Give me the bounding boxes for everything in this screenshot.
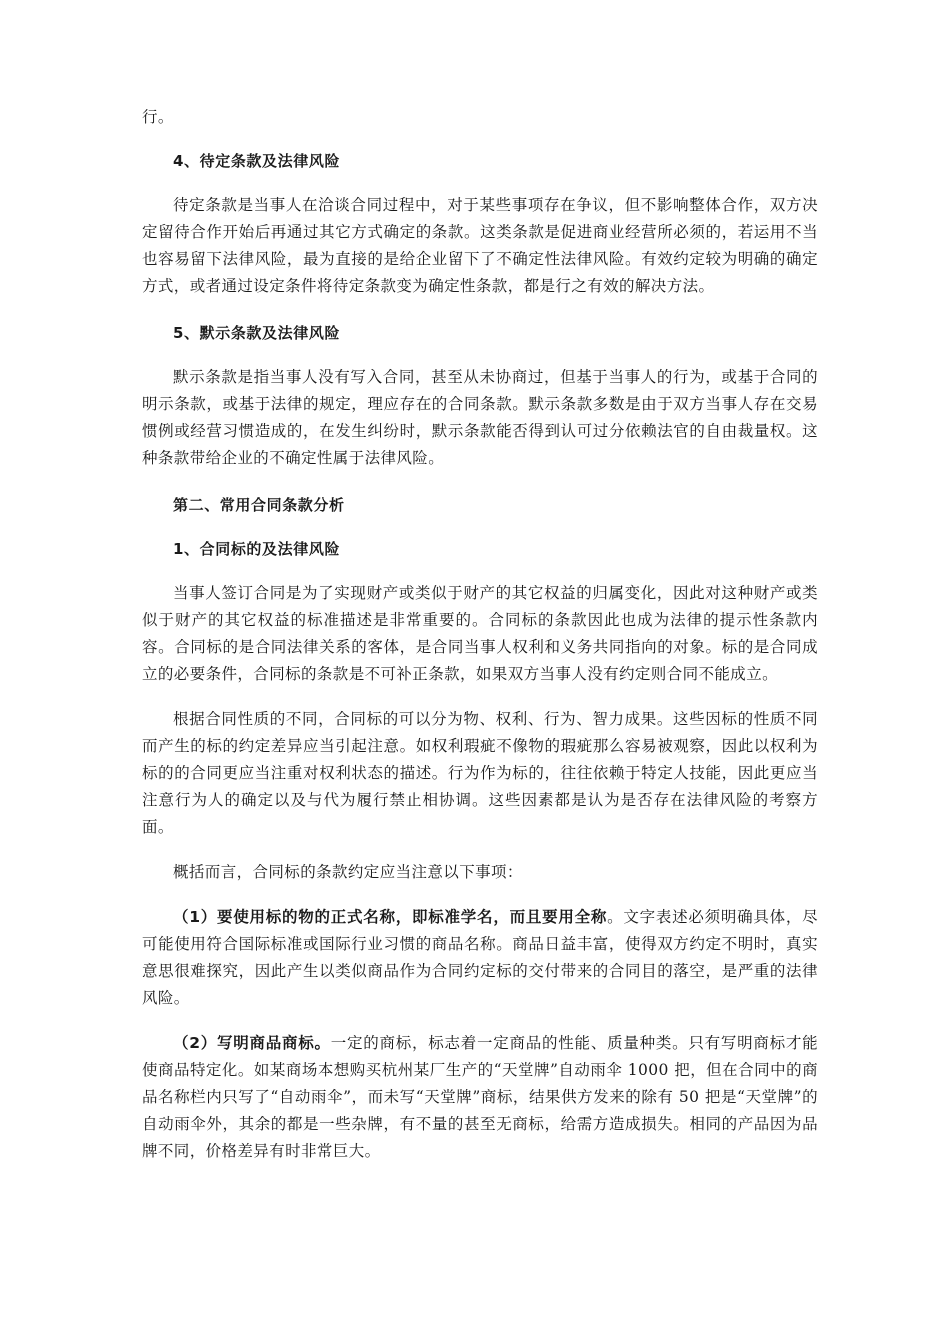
subsection-1-paragraph-2: 根据合同性质的不同，合同标的可以分为物、权利、行为、智力成果。这些因标的性质不同而产生的标的约定差异应当引起注意。如权利瑕疵不像物的瑕疵那么容易被观察，因此以权利为标的的合同更应当注重对权利状态的描述。行为作为标的，往往依赖于特定人技能，因此更应当注意行为人的确定以及与代为履行禁止相协调。这些因素都是认为是否存在法律风险的考察方面。 <box>142 710 818 836</box>
subsection-1-paragraph-3: 概括而言，合同标的条款约定应当注意以下事项： <box>173 863 523 881</box>
list-item-2-text: 一定的商标，标志着一定商品的性能、质量种类。只有写明商标才能使商品特定化。如某商场本想购买杭州某厂生产的“天堂牌”自动雨伞 1000 把，但在合同中的商品名称栏内只写了“自动雨伞”，而未写“天堂牌”商标，结果供方发来的除有 50 把是“天堂牌”的自动雨伞外，其余的都是一些杂牌，有不量的甚至无商标，给需方造成损失。相同的产品因为品牌不同，价格差异有时非常巨大。 <box>142 1034 818 1160</box>
list-item-2 <box>142 1030 818 1165</box>
subsection-heading-1: 1、合同标的及法律风险 <box>173 540 341 558</box>
document-page <box>142 104 818 1165</box>
list-item-1-bold: （1）要使用标的物的正式名称，即标准学名，而且要用全称 <box>173 908 608 926</box>
continuation-text: 行。 <box>142 108 174 126</box>
list-item-1 <box>142 904 818 1012</box>
list-item-1-text: 。文字表述必须明确具体，尽可能使用符合国际标准或国际行业习惯的商品名称。商品日益丰富，使得双方约定不明时，真实意思很难探究，因此产生以类似商品作为合同约定标的交付带来的合同目的落空，是严重的法律风险。 <box>142 908 818 1007</box>
part-heading-2: 第二、常用合同条款分析 <box>173 496 345 514</box>
section-4-body: 待定条款是当事人在洽谈合同过程中，对于某些事项存在争议，但不影响整体合作，双方决定留待合作开始后再通过其它方式确定的条款。这类条款是促进商业经营所必须的，若运用不当也容易留下法律风险，最为直接的是给企业留下了不确定性法律风险。有效约定较为明确的确定方式，或者通过设定条件将待定条款变为确定性条款，都是行之有效的解决方法。 <box>142 196 818 295</box>
list-item-2-bold: （2）写明商品商标。 <box>173 1034 331 1052</box>
section-heading-4: 4、待定条款及法律风险 <box>173 152 341 170</box>
section-5-body: 默示条款是指当事人没有写入合同，甚至从未协商过，但基于当事人的行为，或基于合同的明示条款，或基于法律的规定，理应存在的合同条款。默示条款多数是由于双方当事人存在交易惯例或经营习惯造成的，在发生纠纷时，默示条款能否得到认可过分依赖法官的自由裁量权。这种条款带给企业的不确定性属于法律风险。 <box>142 368 818 467</box>
section-heading-5: 5、默示条款及法律风险 <box>173 324 341 342</box>
subsection-1-paragraph-1: 当事人签订合同是为了实现财产或类似于财产的其它权益的归属变化，因此对这种财产或类似于财产的其它权益的标准描述是非常重要的。合同标的条款因此也成为法律的提示性条款内容。合同标的是合同法律关系的客体，是合同当事人权利和义务共同指向的对象。标的是合同成立的必要条件，合同标的条款是不可补正条款，如果双方当事人没有约定则合同不能成立。 <box>142 584 818 683</box>
